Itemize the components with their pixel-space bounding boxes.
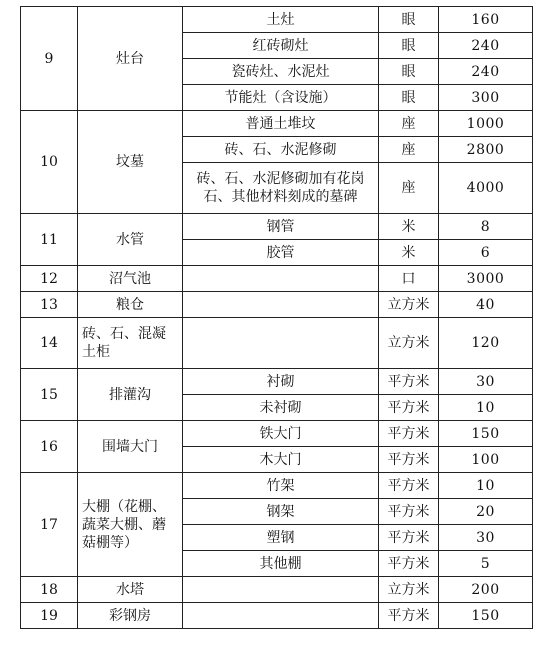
- category-cell: 水塔: [78, 577, 183, 603]
- unit-cell: 立方米: [379, 318, 439, 369]
- price-cell: 240: [439, 59, 533, 85]
- price-cell: 1000: [439, 111, 533, 137]
- category-cell: 围墙大门: [78, 421, 183, 473]
- item-name: 普通土堆坟: [183, 111, 379, 137]
- unit-cell: 平方米: [379, 369, 439, 395]
- category-cell: 沼气池: [78, 266, 183, 292]
- item-name: 砖、石、水泥修砌加有花岗石、其他材料刻成的墓碑: [183, 163, 379, 214]
- unit-cell: 立方米: [379, 577, 439, 603]
- item-name: [183, 266, 379, 292]
- item-name: 未衬砌: [183, 395, 379, 421]
- unit-cell: 座: [379, 111, 439, 137]
- category-cell: 大棚（花棚、蔬菜大棚、蘑菇棚等）: [78, 473, 183, 577]
- price-cell: 200: [439, 577, 533, 603]
- category-cell: 砖、石、混凝土柜: [78, 318, 183, 369]
- price-cell: 30: [439, 369, 533, 395]
- unit-cell: 平方米: [379, 603, 439, 629]
- item-name: 瓷砖灶、水泥灶: [183, 59, 379, 85]
- unit-cell: 平方米: [379, 395, 439, 421]
- price-cell: 100: [439, 447, 533, 473]
- category-cell: 彩钢房: [78, 603, 183, 629]
- item-name: 红砖砌灶: [183, 33, 379, 59]
- row-number: 10: [21, 111, 78, 214]
- item-name: 塑钢: [183, 525, 379, 551]
- row-number: 17: [21, 473, 78, 577]
- category-cell: 水管: [78, 214, 183, 266]
- price-cell: 30: [439, 525, 533, 551]
- item-name: [183, 292, 379, 318]
- category-cell: 粮仓: [78, 292, 183, 318]
- unit-cell: 眼: [379, 33, 439, 59]
- unit-cell: 立方米: [379, 292, 439, 318]
- item-name: 竹架: [183, 473, 379, 499]
- price-cell: 3000: [439, 266, 533, 292]
- item-name: 土灶: [183, 7, 379, 33]
- price-cell: 6: [439, 240, 533, 266]
- price-cell: 4000: [439, 163, 533, 214]
- row-number: 12: [21, 266, 78, 292]
- price-cell: 150: [439, 421, 533, 447]
- item-name: [183, 318, 379, 369]
- item-name: 木大门: [183, 447, 379, 473]
- item-name: 其他棚: [183, 551, 379, 577]
- price-cell: 8: [439, 214, 533, 240]
- unit-cell: 平方米: [379, 525, 439, 551]
- item-name: 节能灶（含设施）: [183, 85, 379, 111]
- unit-cell: 米: [379, 240, 439, 266]
- price-cell: 10: [439, 395, 533, 421]
- price-cell: 120: [439, 318, 533, 369]
- row-number: 19: [21, 603, 78, 629]
- unit-cell: 平方米: [379, 447, 439, 473]
- price-cell: 5: [439, 551, 533, 577]
- category-cell: 排灌沟: [78, 369, 183, 421]
- price-cell: 40: [439, 292, 533, 318]
- row-number: 9: [21, 7, 78, 111]
- compensation-table: [20, 6, 533, 629]
- category-cell: 坟墓: [78, 111, 183, 214]
- unit-cell: 平方米: [379, 551, 439, 577]
- unit-cell: 座: [379, 163, 439, 214]
- price-cell: 160: [439, 7, 533, 33]
- row-number: 13: [21, 292, 78, 318]
- item-name: 砖、石、水泥修砌: [183, 137, 379, 163]
- item-name: 衬砌: [183, 369, 379, 395]
- unit-cell: 眼: [379, 85, 439, 111]
- item-name: 铁大门: [183, 421, 379, 447]
- price-cell: 150: [439, 603, 533, 629]
- unit-cell: 平方米: [379, 473, 439, 499]
- item-name: [183, 577, 379, 603]
- unit-cell: 平方米: [379, 421, 439, 447]
- row-number: 11: [21, 214, 78, 266]
- unit-cell: 眼: [379, 59, 439, 85]
- price-cell: 240: [439, 33, 533, 59]
- row-number: 18: [21, 577, 78, 603]
- unit-cell: 眼: [379, 7, 439, 33]
- row-number: 16: [21, 421, 78, 473]
- unit-cell: 座: [379, 137, 439, 163]
- row-number: 14: [21, 318, 78, 369]
- row-number: 15: [21, 369, 78, 421]
- category-cell: 灶台: [78, 7, 183, 111]
- unit-cell: 口: [379, 266, 439, 292]
- item-name: 钢架: [183, 499, 379, 525]
- price-cell: 20: [439, 499, 533, 525]
- item-name: [183, 603, 379, 629]
- price-cell: 10: [439, 473, 533, 499]
- price-cell: 300: [439, 85, 533, 111]
- price-cell: 2800: [439, 137, 533, 163]
- item-name: 钢管: [183, 214, 379, 240]
- unit-cell: 米: [379, 214, 439, 240]
- unit-cell: 平方米: [379, 499, 439, 525]
- item-name: 胶管: [183, 240, 379, 266]
